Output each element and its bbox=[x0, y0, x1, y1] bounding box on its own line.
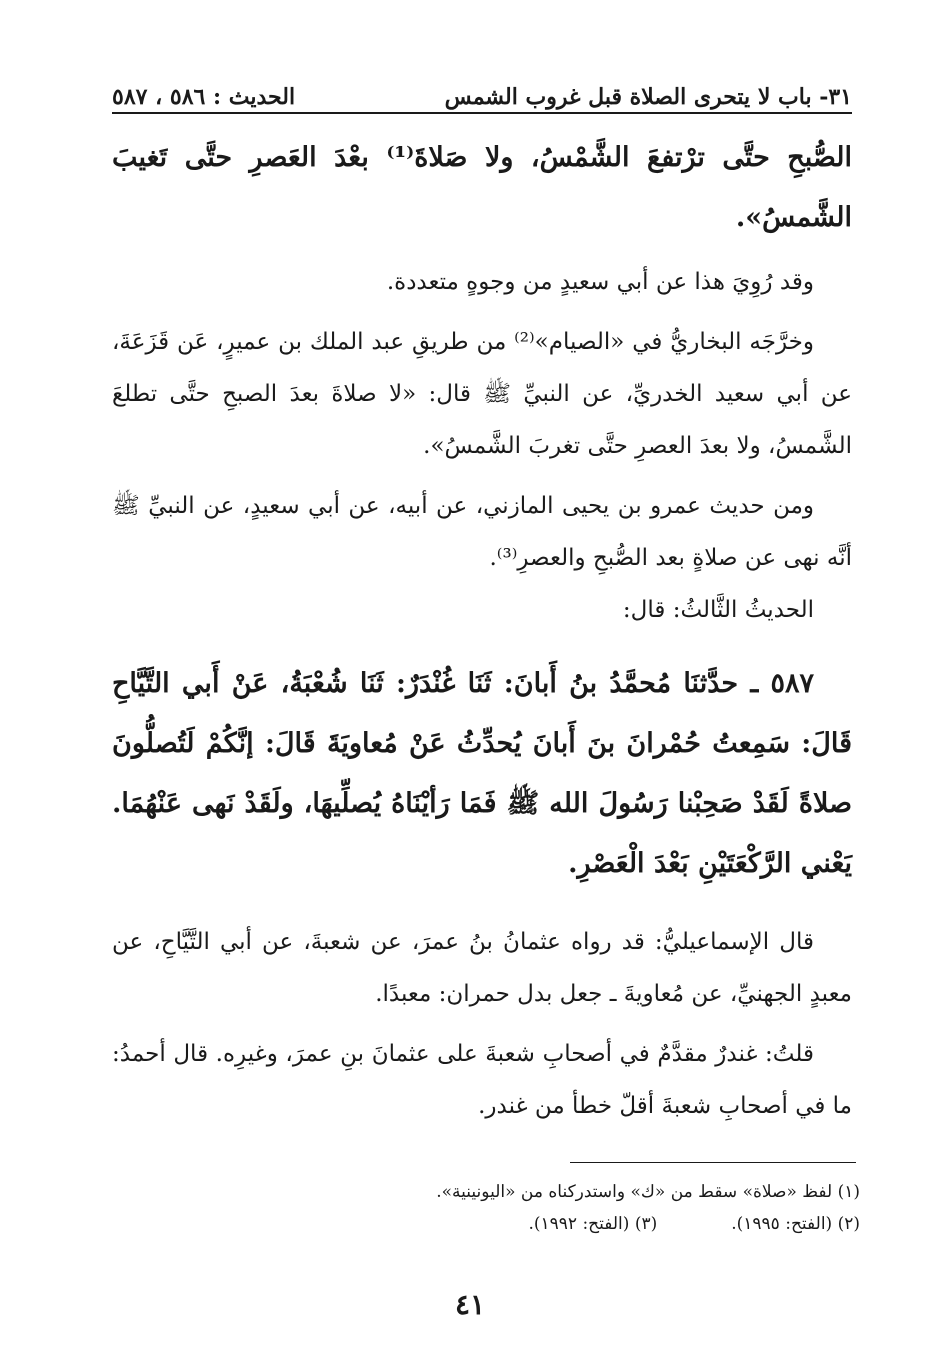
commentary-paragraph: قلتُ: غندرٌ مقدَّمٌ في أصحابِ شعبةَ على عثمانَ بنِ عمرَ، وغيرِه. قال أحمدُ: ما في أصحابِ شعبةَ أقلّ خطأ من غندر. bbox=[112, 1041, 852, 1119]
footnote-1: (١) لفظ «صلاة» سقط من «ك» واستدركناه من «اليونينية». bbox=[436, 1182, 860, 1202]
header-rule bbox=[112, 112, 852, 114]
footnotes bbox=[112, 1176, 860, 1240]
hadith-587: ٥٨٧ ـ حدَّثنَا مُحمَّدُ بنُ أَبانَ: ثَنَا غُنْدَرٌ: ثَنَا شُعْبَةُ، عَنْ أَبي التَّيَّاحِ قَالَ: سَمِعتُ حُمْرانَ بنَ أَبانَ يُحدِّثُ عَنْ مُعاويَةَ قَالَ: إنَّكُمْ لَتُصلُّونَ صلاةً لَقَدْ صَحِبْنا رَسُولَ الله ﷺ فَمَا رَأيْنَاهُ يُصلِّيهَا، ولَقَدْ نَهى عَنْهُمَا. يَعْني الرَّكْعَتَيْنِ بَعْدَ الْعَصْرِ. bbox=[112, 668, 852, 879]
hadith-range: الحديث : ٥٨٦ ، ٥٨٧ bbox=[112, 84, 296, 110]
commentary-paragraph: ومن حديث عمرو بن يحيى المازني، عن أبيه، عن أبي سعيدٍ، عن النبيِّ ﷺ أنَّه نهى عن صلاةٍ بعد الصُّبحِ والعصرِ⁽³⁾. bbox=[112, 493, 852, 571]
main-text bbox=[112, 128, 852, 1132]
commentary-paragraph: قال الإسماعيليُّ: قد رواه عثمانُ بنُ عمرَ، عن شعبةَ، عن أبي التَّيَّاحِ، عن معبدٍ الجهنيِّ، عن مُعاويةَ ـ جعل بدل حمران: معبدًا. bbox=[112, 929, 852, 1007]
footnote-rule bbox=[570, 1162, 856, 1163]
footnote-3: (٣) (الفتح: ١٩٩٢). bbox=[528, 1214, 658, 1234]
footnote-2: (٢) (الفتح: ١٩٩٥). bbox=[731, 1214, 860, 1234]
page-number: ٤١ bbox=[454, 1288, 486, 1321]
hadith-continuation: الصُّبحِ حتَّى ترْتفعَ الشَّمْسُ، ولا صَلاةَ⁽¹⁾ بعْدَ العَصرِ حتَّى تَغيبَ الشَّمسُ». bbox=[112, 142, 852, 233]
running-header bbox=[112, 74, 852, 110]
chapter-title: ٣١- باب لا يتحرى الصلاة قبل غروب الشمس bbox=[444, 84, 852, 110]
commentary-paragraph: وقد رُوِيَ هذا عن أبي سعيدٍ من وجوهٍ متعددة. bbox=[386, 269, 814, 295]
section-heading: الحديثُ الثَّالثُ: قال: bbox=[622, 597, 814, 623]
commentary-paragraph: وخرَّجَه البخاريُّ في «الصيام»⁽²⁾ من طريقِ عبد الملك بن عميرٍ، عَن قَزَعَةَ، عن أبي سعيد الخدريِّ، عن النبيِّ ﷺ قال: «لا صلاةَ بعدَ الصبحِ حتَّى تطلعَ الشَّمسُ، ولا بعدَ العصرِ حتَّى تغربَ الشَّمسُ». bbox=[112, 329, 852, 459]
